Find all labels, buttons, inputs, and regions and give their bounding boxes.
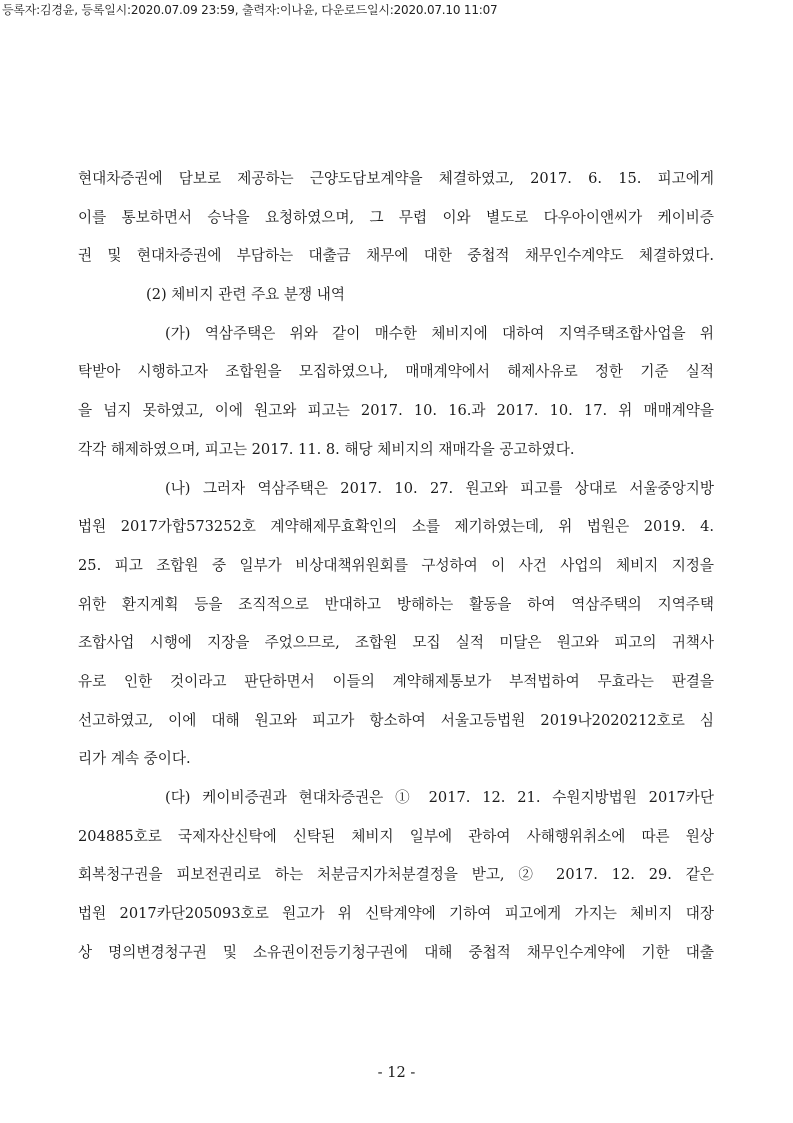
section-heading: (2) 체비지 관련 주요 분쟁 내역 bbox=[146, 286, 345, 304]
body-line: 리가 계속 중이다. bbox=[78, 750, 191, 768]
body-line: 유로 인한 것이라고 판단하면서 이들의 계약해제통보가 부적법하여 무효라는 판결을 bbox=[78, 672, 714, 690]
body-line: 위한 환지계획 등을 조직적으로 반대하고 방해하는 활동을 하여 역삼주택의 지역주택 bbox=[78, 595, 714, 613]
body-line: 이를 통보하면서 승낙을 요청하였으며, 그 무렵 이와 별도로 다우아이앤씨가 케이비증 bbox=[78, 208, 714, 226]
body-line: 204885호로 국제자산신탁에 신탁된 체비지 일부에 관하여 사해행위취소에 따른 원상 bbox=[78, 827, 714, 845]
print-metadata-header: 등록자:김경윤, 등록일시:2020.07.09 23:59, 출력자:이나윤, 다운로드일시:2020.07.10 11:07 bbox=[2, 3, 498, 17]
body-line: 탁받아 시행하고자 조합원을 모집하였으나, 매매계약에서 해제사유로 정한 기준 실적 bbox=[78, 363, 714, 381]
body-line: 현대차증권에 담보로 제공하는 근양도담보계약을 체결하였고, 2017. 6. 15. 피고에게 bbox=[78, 170, 714, 187]
body-line: (가) 역삼주택은 위와 같이 매수한 체비지에 대하여 지역주택조합사업을 위 bbox=[165, 324, 714, 342]
document-body bbox=[78, 160, 714, 972]
body-line: 법원 2017카단205093호로 원고가 위 신탁계약에 기하여 피고에게 가지는 체비지 대장 bbox=[78, 905, 714, 923]
body-line: 을 넘지 못하였고, 이에 원고와 피고는 2017. 10. 16.과 2017. 10. 17. 위 매매계약을 bbox=[78, 402, 714, 420]
body-line: (다) 케이비증권과 현대차증권은 ① 2017. 12. 21. 수원지방법원 2017카단 bbox=[165, 789, 714, 806]
body-line: 조합사업 시행에 지장을 주었으므로, 조합원 모집 실적 미달은 원고와 피고의 귀책사 bbox=[78, 634, 714, 652]
body-line: 회복청구권을 피보전권리로 하는 처분금지가처분결정을 받고, ② 2017. 12. 29. 같은 bbox=[78, 866, 714, 884]
body-line: 각각 해제하였으며, 피고는 2017. 11. 8. 해당 체비지의 재매각을 공고하였다. bbox=[78, 440, 575, 458]
body-line: 상 명의변경청구권 및 소유권이전등기청구권에 대해 중첩적 채무인수계약에 기한 대출 bbox=[78, 943, 714, 961]
body-line: 선고하였고, 이에 대해 원고와 피고가 항소하여 서울고등법원 2019나2020212호로 심 bbox=[78, 711, 714, 729]
body-line: 25. 피고 조합원 중 일부가 비상대책위원회를 구성하여 이 사건 사업의 체비지 지정을 bbox=[78, 556, 714, 574]
body-line: 법원 2017가합573252호 계약해제무효확인의 소를 제기하였는데, 위 법원은 2019. 4. bbox=[78, 518, 714, 536]
body-line: 권 및 현대차증권에 부담하는 대출금 채무에 대한 중첩적 채무인수계약도 체결하였다. bbox=[78, 247, 714, 265]
page-number: - 12 - bbox=[377, 1064, 416, 1081]
body-line: (나) 그러자 역삼주택은 2017. 10. 27. 원고와 피고를 상대로 서울중앙지방 bbox=[165, 479, 714, 497]
